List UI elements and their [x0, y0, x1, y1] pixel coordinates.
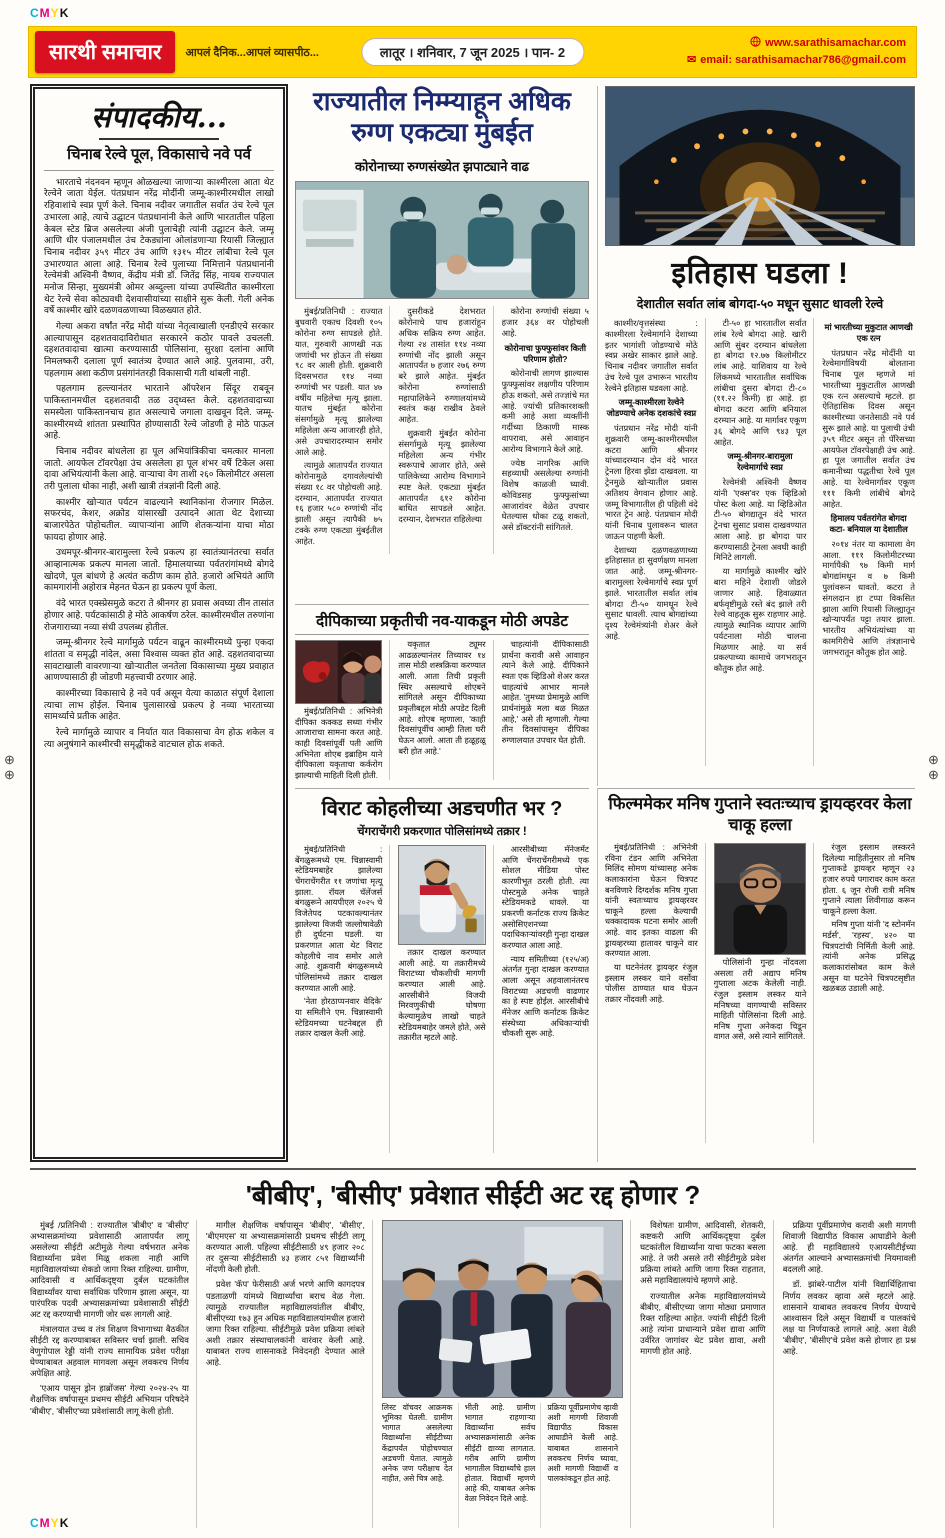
manish-col-1: मुंबई/प्रतिनिधी : अभिनेत्री रविना टंडन आणि अभिनेता मिलिंद सोमण यांच्यासह अनेक कलाकारांना घेऊन चित्रपट बनविणारे दिग्दर्शक मनिष गुप्ता यांनी स्वतःच्याच ड्रायव्हरवर चाकूने हल्ला केल्याची धक्कादायक घटना समोर आली आहे. वाद इतका वाढला की ड्रायव्हरच्या हातावर चाकूने वार करण्यात आला. या घटनेनंतर ड्रायव्हर रंजुल इस्लाम लस्कर याने वर्सोवा पोलीस ठाण्यात धाव घेऊन तक्रार नोंदवली आहे. [605, 843, 706, 1143]
manish-col-3: रंजुल इस्लाम लस्करने दिलेल्या माहितीनुसार तो मनिष गुप्ताकडे ड्रायव्हर म्हणून २३ हजार रुपये पगारावर काम करत होता. ६ जून रोजी रात्री मनिष गुप्ताने त्याला शिवीगाळ करून चाकूने हल्ला केला. मनिष गुप्ता यांनी 'द स्टोनमॅन मर्डर्स', 'रहस्य', ४२० या चित्रपटांची निर्मिती केली आहे. त्यांनी अनेक प्रसिद्ध कलाकारांसोबत काम केले असून या घटनेने चित्रपटसृष्टीत खळबळ उडाली आहे. [822, 842, 915, 994]
cet-headline: 'बीबीए', 'बीसीए' प्रवेशात सीईटी अट रद्द होणार ? [245, 1180, 701, 1210]
kohli-col-2-text: तक्रार दाखल करण्यात आली आहे. या तक्रारीमध्ये विराटच्या चौकशीची मागणी करण्यात आली आहे. आरसीबीने विजयी मिरवणुकीची घोषणा केल्यामुळेच लाखो चाहते स्टेडियमबाहेर जमले होते, असे तक्रारीत म्हटले आहे. [398, 948, 486, 1043]
deepika-col-1-text: मुंबई/प्रतिनिधी : अभिनेत्री दीपिका कक्कड सध्या गंभीर आजाराचा सामना करत आहे. काही दिवसांपूर्वी पती आणि अभिनेता शोएब इब्राहिम याने दीपिकाला यकृताचा कर्करोग झाल्याची माहिती दिली होती. [295, 707, 383, 780]
manish-col-2-text: पोलिसांनी गुन्हा नोंदवला असला तरी अद्याप मनिष गुप्ताला अटक केलेली नाही. रंजुल इस्लाम लस्कर याने मनिषच्या वागण्याची सविस्तर माहिती पोलिसांना दिली आहे. मनिष गुप्ता अनेकदा चिडून वागत असे, असे त्याने सांगितले. [713, 957, 807, 1042]
registration-mark-left: ⊕ ⊕ [4, 752, 15, 782]
masthead [28, 26, 917, 78]
editorial-article [30, 84, 288, 1162]
newspaper-logo: सारथी समाचार [35, 31, 175, 73]
railway-headline: इतिहास घडला ! [671, 257, 849, 290]
covid-article [295, 86, 589, 602]
railway-article [597, 86, 915, 786]
railway-col-1: काश्मीर/वृत्तसंस्था : काश्मीरला रेल्वेमार्गाने देशाच्या इतर भागांशी जोडण्याचे मोठे स्वप्न अखेर साकार झाले आहे. चिनाब नदीवर जगातील सर्वात उंच रेल्वे पूल उभारून भारतीय रेल्वेने इतिहास घडवला आहे. जम्मू-काश्मीरला रेल्वेने जोडण्याचे अनेक दशकांचे स्वप्न पंतप्रधान नरेंद्र मोदी यांनी शुक्रवारी जम्मू-काश्मीरमधील कटरा आणि श्रीनगर यांच्यादरम्यान दोन वंदे भारत ट्रेनला हिरवा झेंडा दाखवला. या ट्रेनमुळे खोऱ्यातील प्रवास अतिशय वेगवान होणार आहे. जम्मू विभागातील ही पहिली वंदे भारत ट्रेन आहे. पंतप्रधान मोदी यांनी चिनाब पुलावरून चालत जाऊन पाहणी केली. देशाच्या दळणवळणाच्या इतिहासात हा सुवर्णक्षण मानला जात आहे. जम्मू-श्रीनगर-बारामुल्ला रेल्वेमार्गाचे स्वप्न पूर्ण झाले. भारतातील सर्वात लांब बोगदा टी-५० यामधून रेल्वे सुसाट धावली. त्याच बोगद्यांच्या दृश्य रेल्वेमंत्र्यांनी शेअर केले आहे. [605, 318, 706, 766]
masthead-contact [687, 36, 906, 69]
flourish-divider [99, 138, 219, 140]
deepika-col-1 [295, 640, 390, 780]
globe-icon [750, 36, 761, 53]
manish-body [605, 843, 915, 1143]
railway-body [605, 318, 915, 766]
cmyk-marks-bottom: CMYK [30, 1516, 70, 1530]
cet-mini-1: लिस्ट वॉचवर आक्रमक भूमिका घेतली. ग्रामीण भागात असलेल्या विद्यार्थ्यांना सीईटीच्या केंद्रापर्यंत पोहोचण्यात अडचणी येतात. त्यामुळे अनेक जण परीक्षाच देत नाहीत, असे चित्र आहे. [382, 1403, 459, 1528]
kohli-col-3: आरसीबीच्या मॅनेजमेंट आणि चेंगराचेंगरीमध्ये एक सोशल मीडिया पोस्ट कारणीभूत ठरली होती. त्या पोस्टमुळे अनेक चाहते स्टेडियमकडे धावले. या प्रकरणी कर्नाटक राज्य क्रिकेट असोसिएशनच्या पदाधिकाऱ्यांवरही गुन्हा दाखल करण्यात आला आहे. न्याय समितीच्या (१२५/अ) अंतर्गत गुन्हा दाखल करण्यात आला असून अहवालानंतरच विराटच्या अडचणी वाढणार का हे स्पष्ट होईल. आरसीबीचे मॅनेजर आणि कर्नाटक क्रिकेट संस्थेच्या अधिकाऱ्यांची चौकशी सुरू आहे. [501, 845, 589, 1039]
students-photo [382, 1220, 623, 1398]
cmyk-marks-top: CMYK [30, 6, 70, 20]
email-text: email: sarathisamachar786@gmail.com [700, 53, 906, 66]
registration-mark-right: ⊕ ⊕ [928, 752, 939, 782]
masthead-tagline: आपलं दैनिक...आपलं व्यासपीठ... [185, 46, 319, 59]
virat-kohli-photo [398, 845, 485, 945]
website-text: www.sarathisamachar.com [765, 37, 906, 50]
railway-col-3: मां भारतीच्या मुकुटात आणखी एक रत्न पंतप्रधान नरेंद्र मोदींनी या रेल्वेमार्गाविषयी बोलताना चिनाब पूल म्हणजे मां भारतीच्या मुकुटातील आणखी एक रत्न असल्याचे म्हटले. हा ऐतिहासिक दिवस असून काश्मीरच्या जनतेसाठी नवे पर्व सुरू झाले आहे. या पुलाची उंची ३५९ मीटर असून तो पॅरिसच्या आयफेल टॉवरपेक्षाही उंच आहे. हा पूल जगातील सर्वात उंच कमानीच्या पद्धतीचा रेल्वे पूल आहे. या रेल्वेमार्गावर एकूण १११ किमी लांबीचे बोगदे आहेत. हिमालय पर्वतरांगेत बोगदा कटा- बनियाल या देशातील २०१४ नंतर या कामाला वेग आला. १११ किलोमीटरच्या मार्गापैकी ९७ किमी मार्ग बोगद्यांमधून व ७ किमी पुलांवरून धावतो. कटरा ते संगलदान हा टप्पा विकसित झाला आणि रियासी जिल्ह्यातून खोऱ्यापर्यंत पट्टा तयार झाला. भारतीय अभियंत्यांच्या या कामगिरीचे आणि तंत्रज्ञानाचे जगभरातून कौतुक होत आहे. [822, 322, 915, 657]
covid-subhead: कोरोनाच्या रुग्णसंख्येत झपाट्याने वाढ [355, 159, 529, 175]
cet-col-2: मागील शैक्षणिक वर्षापासून 'बीबीए', 'बीसीए', 'बीएमएस' या अभ्यासक्रमांसाठी प्रथमच सीईटी लागू करण्यात आली. पहिल्या सीईटीसाठी ४९ हजार २०८ तर दुसऱ्या सीईटीसाठी ४३ हजार ८५१ विद्यार्थ्यांनी नोंदणी केली होती. प्रवेश 'कॅप' फेरीसाठी अर्ज भरणे आणि कागदपत्र पडताळणी यांमध्ये विद्यार्थ्यांचा बराच वेळ गेला. त्यामुळे राज्यातील महाविद्यालयांतील बीबीए, बीसीएच्या १७३ हून अधिक महाविद्यालयांमधील हजारो जागा रिक्त राहिल्या. सीईटीमुळे प्रवेश प्रक्रिया लांबते अशी तक्रार संस्थाचालकांनी वारंवार केली आहे. याबाबत राज्य शासनाकडे निवेदनही देण्यात आले आहे. [206, 1220, 373, 1528]
covid-body [295, 306, 589, 554]
envelope-icon: ✉ [687, 53, 697, 66]
deepika-couple-photo [295, 640, 382, 704]
manish-col-2 [714, 843, 815, 1143]
manish-article [597, 788, 915, 1162]
cet-col-1: मुंबई /प्रतिनिधी : राज्यातील 'बीबीए' व 'बीसीए' अभ्यासक्रमांच्या प्रवेशासाठी आतापर्यंत लागू असलेल्या सीईटी अटीमुळे गेल्या वर्षभरात अनेक विद्यार्थ्यांना प्रवेश मिळू शकला नाही आणि महाविद्यालयांच्या शेकडो जागा रिक्त राहिल्या. ग्रामीण, आदिवासी व आर्थिकदृष्ट्या दुर्बल घटकांतील विद्यार्थ्यांवर याचा सर्वाधिक परिणाम झाला असून, या पारंपरिक पदवी अभ्यासक्रमांच्या प्रवेशासाठी सीईटी अट रद्द करण्याची मागणी जोर धरू लागली आहे. मंत्रालयात उच्च व तंत्र शिक्षण विभागाच्या बैठकीत सीईटी रद्द करण्याबाबत सविस्तर चर्चा झाली. सचिव वेणुगोपाल रेड्डी यांनी राज्य सामायिक प्रवेश परीक्षा घेण्याबाबत अहवाल मागवला असून लवकरच निर्णय अपेक्षित आहे. 'एआय पासून ड्रोन हाब्रोंजस' गेल्या २०२४-२५ या शैक्षणिक वर्षापासून प्रथमच सीईटी अभियान परिषदेने 'बीबीए', 'बीसीए'च्या प्रवेशांसाठी लागू केली होती. [30, 1220, 197, 1528]
dateline: लातूर । शनिवार, 7 जून 2025 । पान- 2 [361, 38, 584, 66]
deepika-article [295, 604, 589, 786]
covid-headline: राज्यातील निम्म्याहून अधिक रुग्ण एकट्या मुंबईत [313, 86, 571, 148]
kohli-col-1: मुंबई/प्रतिनिधी : बेंगळुरूमध्ये एम. चिन्नास्वामी स्टेडियमबाहेर झालेल्या चेंगराचेंगरीत ११ जणांचा मृत्यू झाला. रॉयल चॅलेंजर्स बंगळुरूने आयपीएल २०२५ चे विजेतेपद पटकावल्यानंतर झालेल्या विजयी जल्लोषावेळी ही दुर्घटना घडली. या प्रकरणात आता थेट विराट कोहलीचे नाव समोर आले आहे. शुक्रवारी बंगळुरूमध्ये पोलिसांमध्ये तक्रार दाखल करण्यात आली आहे. 'नेता होरठाप्पनवार वेदिके' या समितीने एम. चिन्नास्वामी स्टेडियमच्या घटनेबद्दल ही तक्रार दाखल केली आहे. [295, 845, 390, 1153]
kohli-subhead: चेंगराचेंगरी प्रकरणात पोलिसांमध्ये तक्रार ! [357, 826, 527, 838]
deepika-col-2: यकृतात ट्यूमर आढळल्यानंतर तिच्यावर १४ तास मोठी शस्त्रक्रिया करण्यात आली. आता तिची प्रकृती स्थिर असल्याचे शोएबने सांगितले असून दीपिकाच्या प्रकृतीबद्दल मोठी अपडेट दिली आहे. शोएब म्हणाला, 'काही दिवसांपूर्वीच आम्ही तिला घरी घेऊन आलो. आता ती हळूहळू बरी होत आहे.' [398, 640, 493, 780]
cet-mini-3: प्रक्रिया पूर्वीप्रमाणेच व्हावी अशी मागणी शिवाजी विद्यापीठ विकास आघाडीने केली आहे. याबाबत शासनाने लवकरच निर्णय घ्यावा, अशी मागणी विद्यार्थी व पालकांकडून होत आहे. [547, 1403, 619, 1483]
railway-col-2: टी-५० हा भारतातील सर्वात लांब रेल्वे बोगदा आहे. खारी आणि सुंबर दरम्यान बांधलेला हा बोगदा १२.७७ किलोमीटर लांब आहे. याशिवाय या रेल्वे लिंकमध्ये भारतातील सर्वाधिक लांबीचा दुसरा बोगदा टी-८० (११.२२ किमी) हा आहे. हा बोगदा कटरा आणि बनियाल दरम्यान आहे. या मार्गावर एकूण ३६ बोगदे आणि ९४३ पूल आहेत. जम्मू-श्रीनगर-बारामुला रेल्वेमार्गाचे स्वप्न रेल्वेमंत्री अश्विनी वैष्णव यांनी 'एक्स'वर एक व्हिडिओ पोस्ट केला आहे. या व्हिडिओत टी-५० बोगद्यातून वंदे भारत ट्रेनचा सुसाट प्रवास दाखवण्यात आला आहे. हा बोगदा पार करण्यासाठी ट्रेनला अवघी काही मिनिटे लागली. या मार्गामुळे काश्मीर खोरे बारा महिने देशाशी जोडले जाणार आहे. हिवाळ्यात बर्फवृष्टीमुळे रस्ते बंद झाले तरी रेल्वे वाहतूक सुरू राहणार आहे. त्यामुळे स्थानिक व्यापार आणि पर्यटनाला मोठी चालना मिळणार आहे. या सर्व प्रकल्पाच्या कामाचे जगभरातून कौतुक होत आहे. [714, 318, 815, 766]
deepika-col-3: चाहत्यांनी दीपिकासाठी प्रार्थना करावी असे आवाहन त्याने केले आहे. दीपिकाने स्वतः एक व्हिडिओ शेअर करत चाहत्यांचे आभार मानले आहेत. 'तुमच्या प्रेमामुळे आणि प्रार्थनांमुळे मला बळ मिळत आहे,' असे ती म्हणाली. गेल्या तीन दिवसांपासून दीपिका रुग्णालयात उपचार घेत होती. [501, 640, 589, 745]
kohli-col-2 [398, 845, 493, 1153]
railway-subhead: देशातील सर्वात लांब बोगदा-५० मधून सुसाट धावली रेल्वे [636, 297, 884, 311]
manish-gupta-photo [714, 843, 807, 955]
editorial-headline: चिनाब रेल्वे पूल, विकासाचे नवे पर्व [44, 146, 274, 171]
cet-mini-columns [382, 1403, 623, 1528]
cet-article [30, 1168, 916, 1528]
editorial-body: भारताचे नंदनवन म्हणून ओळखल्या जाणाऱ्या काश्मीरला आता थेट रेल्वेने जाता येईल. पंतप्रधान नरेंद्र मोदींनी जम्मू-काश्मीरमधील लाखो रहिवाशांचे स्वप्न पूर्ण केले. चिनाब नदीवर जगातील सर्वात उंच रेल्वे पूल उभारला आहे, त्याचे उद्घाटन पंतप्रधानांनी केले आणि भारतातील पहिला केबल स्टेड ब्रिज असलेल्या अंजी पुलाचेही त्यांनी उद्घाटन केले. जम्मू आणि धीर पंजालमधील उंच टेकड्यांना ओलांडणाऱ्या रियासी जिल्ह्यात चिनाब नदीवर ३५९ मीटर उंच आणि १३१५ मीटर लांबीचा रेल्वे पूल उभारण्यात आला आहे. चिनाब रेल्वे पुलाच्या निमित्ताने पंतप्रधानांनी रेल्वेमंत्री अश्विनी वैष्णव, केंद्रीय मंत्री डॉ. जितेंद्र सिंह, नायब राज्यपाल मनोज सिन्हा, मुख्यमंत्री ओमर अब्दुल्ला यांच्या उपस्थितीत काश्मीरला थेट रेल्वे सेवा कोट्यवधी देशवासीयांच्या साक्षीने सुरू केली. गेली अनेक वर्षे काश्मीर खोरे दळणवळणाच्या विळख्यात होते. गेल्या अकरा वर्षांत नरेंद्र मोदी यांच्या नेतृत्वाखाली एनडीएचे सरकार आल्यापासून दहशतवादाविरोधात सरकारने कठोर पावले उचलली. दहशतवादाचा खात्मा करण्यासाठी पोलिसांना, सुरक्षा दलांना आणि निमलष्करी दलाला पूर्ण स्वातंत्र्य देण्यात आले आहे. पुलवामा, उरी, पहलगाम अशा कठीण प्रसंगांनंतरही विकासाची गती थांबली नाही. पहलगाम हल्ल्यानंतर भारताने ऑपरेशन सिंदूर राबवून पाकिस्तानमधील दहशतवादी तळ उद्ध्वस्त केले. दहशतवादाच्या समस्येला पाकिस्तानचाच हात असल्याचे जगाला दाखवून दिले. जम्मू-काश्मीरमध्ये शांतता प्रस्थापित होण्यासाठी रेल्वे जोडणी हे मोठे पाऊल आहे. चिनाब नदीवर बांधलेला हा पूल अभियांत्रिकीचा चमत्कार मानला जातो. आयफेल टॉवरपेक्षा उंच असलेला हा पूल शंभर वर्षे टिकेल असा दावा अभियंत्यांनी केला आहे. वाऱ्याचा वेग ताशी २६० किलोमीटर असला तरी पुलाला धोका नाही, अशी खात्री तंत्रज्ञांनी दिली आहे. काश्मीर खोऱ्यात पर्यटन वाढल्याने स्थानिकांना रोजगार मिळेल. सफरचंद, केशर, अक्रोड यांसारखी उत्पादने आता थेट देशाच्या बाजारपेठेत पोहोचतील. व्यापाऱ्यांना आणि शेतकऱ्यांना याचा मोठा फायदा होणार आहे. उधमपूर-श्रीनगर-बारामुल्ला रेल्वे प्रकल्प हा स्वातंत्र्यानंतरचा सर्वात आव्हानात्मक प्रकल्प मानला जातो. हिमालयाच्या पर्वतरांगांमध्ये बोगदे खोदणे, पूल बांधणे हे अत्यंत कठीण काम होते. हजारो अभियंते आणि कामगारांनी अहोरात्र मेहनत घेऊन हा प्रकल्प पूर्ण केला. वंदे भारत एक्स्प्रेसमुळे कटरा ते श्रीनगर हा प्रवास अवघ्या तीन तासांत होणार आहे. पर्यटकांसाठी हे मोठे आकर्षण ठरेल. काश्मीरमधील तरुणांना रोजगाराच्या नव्या संधी उपलब्ध होतील. जम्मू-श्रीनगर रेल्वे मार्गामुळे पर्यटन वाढून काश्मीरमध्ये पुन्हा एकदा शांतता व समृद्धी नांदेल, असा विश्वास व्यक्त होत आहे. दहशतवादाच्या सावटाखाली वावरणाऱ्या खोऱ्यातील जनतेला विकासाच्या मुख्य प्रवाहात आणण्यासाठी ही जोडणी महत्त्वाची ठरणार आहे. काश्मीरच्या विकासाचे हे नवे पर्व असून येत्या काळात संपूर्ण देशाला त्याचा लाभ होईल. चिनाब पुलासारखे प्रकल्प हे नव्या भारताच्या सामर्थ्याचे प्रतीक आहेत. रेल्वे मार्गामुळे व्यापार व निर्यात यात विकासाचा वेग होऊ शकेल व त्या अनुषंगाने काश्मीरची समृद्धीकडे वाटचाल होऊ शकते. [44, 176, 274, 749]
editorial-kicker: संपादकीय... [91, 100, 227, 134]
manish-headline: फिल्ममेकर मनिष गुप्ताने स्वतःच्याच ड्रायव्हरवर केला चाकू हल्ला [608, 795, 912, 835]
deepika-body [295, 640, 589, 780]
kohli-headline: विराट कोहलीच्या अडचणीत भर ? [321, 798, 563, 820]
cet-col-5: विशेषतः ग्रामीण, आदिवासी, शेतकरी, कष्टकरी आणि आर्थिकदृष्ट्या दुर्बल घटकांतील विद्यार्थ्यांना याचा फटका बसला आहे. ते जरी असले तरी सीईटीमुळे प्रवेश प्रक्रिया लांबते आणि जागा रिक्त राहतात, असे महाविद्यालयांचे म्हणणे आहे. राज्यातील अनेक महाविद्यालयांमध्ये बीबीए, बीसीएच्या जागा मोठ्या प्रमाणात रिक्त राहिल्या आहेत. ज्यांनी सीईटी दिली आहे त्यांना प्राधान्याने प्रवेश द्यावा आणि उर्वरित जागांवर थेट प्रवेश द्यावा, अशी मागणी होत आहे. [640, 1220, 774, 1528]
cet-center-block [382, 1220, 631, 1528]
railway-tunnel-photo [605, 86, 915, 246]
covid-col-3: कोरोना रुग्णांची संख्या ५ हजार ३६४ वर पोहोचली आहे. कोरोनाचा फुफ्फुसांवर किती परिणाम होतो? कोरोनाची लागण झाल्यास फुफ्फुसांवर लक्षणीय परिणाम होऊ शकतो, असे तज्ज्ञांचे मत आहे. ज्यांची प्रतिकारशक्ती कमी आहे अशा व्यक्तींनी गर्दीच्या ठिकाणी मास्क वापरावा, असे आवाहन आरोग्य विभागाने केले आहे. ज्येष्ठ नागरिक आणि सहव्याधी असलेल्या रुग्णांनी विशेष काळजी घ्यावी. कोविडसह फुफ्फुसांच्या आजारांवर वेळेत उपचार घेतल्यास धोका टळू शकतो, असे डॉक्टरांनी सांगितले. [501, 306, 589, 533]
deepika-headline: दीपिकाच्या प्रकृतीची नव-याकडून मोठी अपडेट [295, 609, 589, 635]
cet-mini-2: भीती आहे. ग्रामीण भागात राहणाऱ्या विद्यार्थ्यांना सर्वच अभ्यासक्रमांसाठी अनेक सीईटी द्याव्या लागतात. गरीब आणि ग्रामीण भागातील विद्यार्थ्यांचे हाल होतात. विद्यार्थी म्हणणे आहे की, याबाबत अनेक वेळा निवेदन दिले आहे. [465, 1403, 542, 1528]
kohli-body [295, 845, 589, 1153]
covid-col-2: दुसरीकडे देशभरात कोरोनाचे पाच हजारांहून अधिक सक्रिय रुग्ण आहेत. गेल्या २४ तासांत ११४ नव्या रुग्णांची नोंद झाली असून आतापर्यंत ७ हजार २७६ रुग्ण बरे झाले आहेत. मुंबईत कोरोना रुग्णांसाठी महापालिकेने रुग्णालयांमध्ये स्वतंत्र कक्ष राखीव ठेवले आहेत. शुक्रवारी मुंबईत कोरोना संसर्गामुळे मृत्यू झालेल्या महिलेला अन्य गंभीर स्वरूपाचे आजार होते, असे पालिकेच्या आरोग्य विभागाने स्पष्ट केले. एकट्या मुंबईत आतापर्यंत ६१२ कोरोना बाधित सापडले आहेत. दरम्यान, देशभरात राहिलेल्या [398, 306, 493, 554]
cet-col-6: प्रक्रिया पूर्वीप्रमाणेच करावी अशी मागणी शिवाजी विद्यापीठ विकास आघाडीने केली आहे. ही महाविद्यालये एआयसीटीईच्या अंतर्गत आल्याने अभ्यासक्रमांची नियमावली बदलली आहे. डॉ. झांबरे-पाटील यांनी विद्यार्थिहिताचा निर्णय लवकर व्हावा असे म्हटले आहे. शासनाने याबाबत लवकरच निर्णय घेण्याचे आश्वासन दिले असून विद्यार्थी व पालकांचे लक्ष या निर्णयाकडे लागले आहे. अशा वेळी 'बीबीए', 'बीसीए'चे प्रवेश कसे होणार हा प्रश्न आहे. [782, 1220, 916, 1357]
hospital-photo [295, 181, 589, 299]
kohli-article [295, 788, 589, 1162]
covid-col-1: मुंबई/प्रतिनिधी : राज्यात बुधवारी एकाच दिवशी १०५ कोरोना रुग्ण सापडले होते. यात, गुरुवारी आणखी नऊ जणांची भर होऊन ती संख्या ९८ वर आली होती. शुक्रवारी दिवसभरात ११४ नव्या रुग्णांची भर पडली. यात ४७ वर्षीय महिलेचा मृत्यू झाला. यातच मुंबईत कोरोना संसर्गामुळे मृत्यू झालेल्या महिलेला अन्य आजारही होते, असे उपचारादरम्यान समोर आले आहे. त्यामुळे आतापर्यंत राज्यात कोरोनामुळे दगावलेल्यांची संख्या १८ वर पोहोचली आहे. दरम्यान, आतापर्यंत राज्यात १६ हजार ५८० रुग्णांची नोंद झाली असून त्यापैकी ७५ टक्के रुग्ण एकट्या मुंबईतील आहेत. [295, 306, 390, 554]
